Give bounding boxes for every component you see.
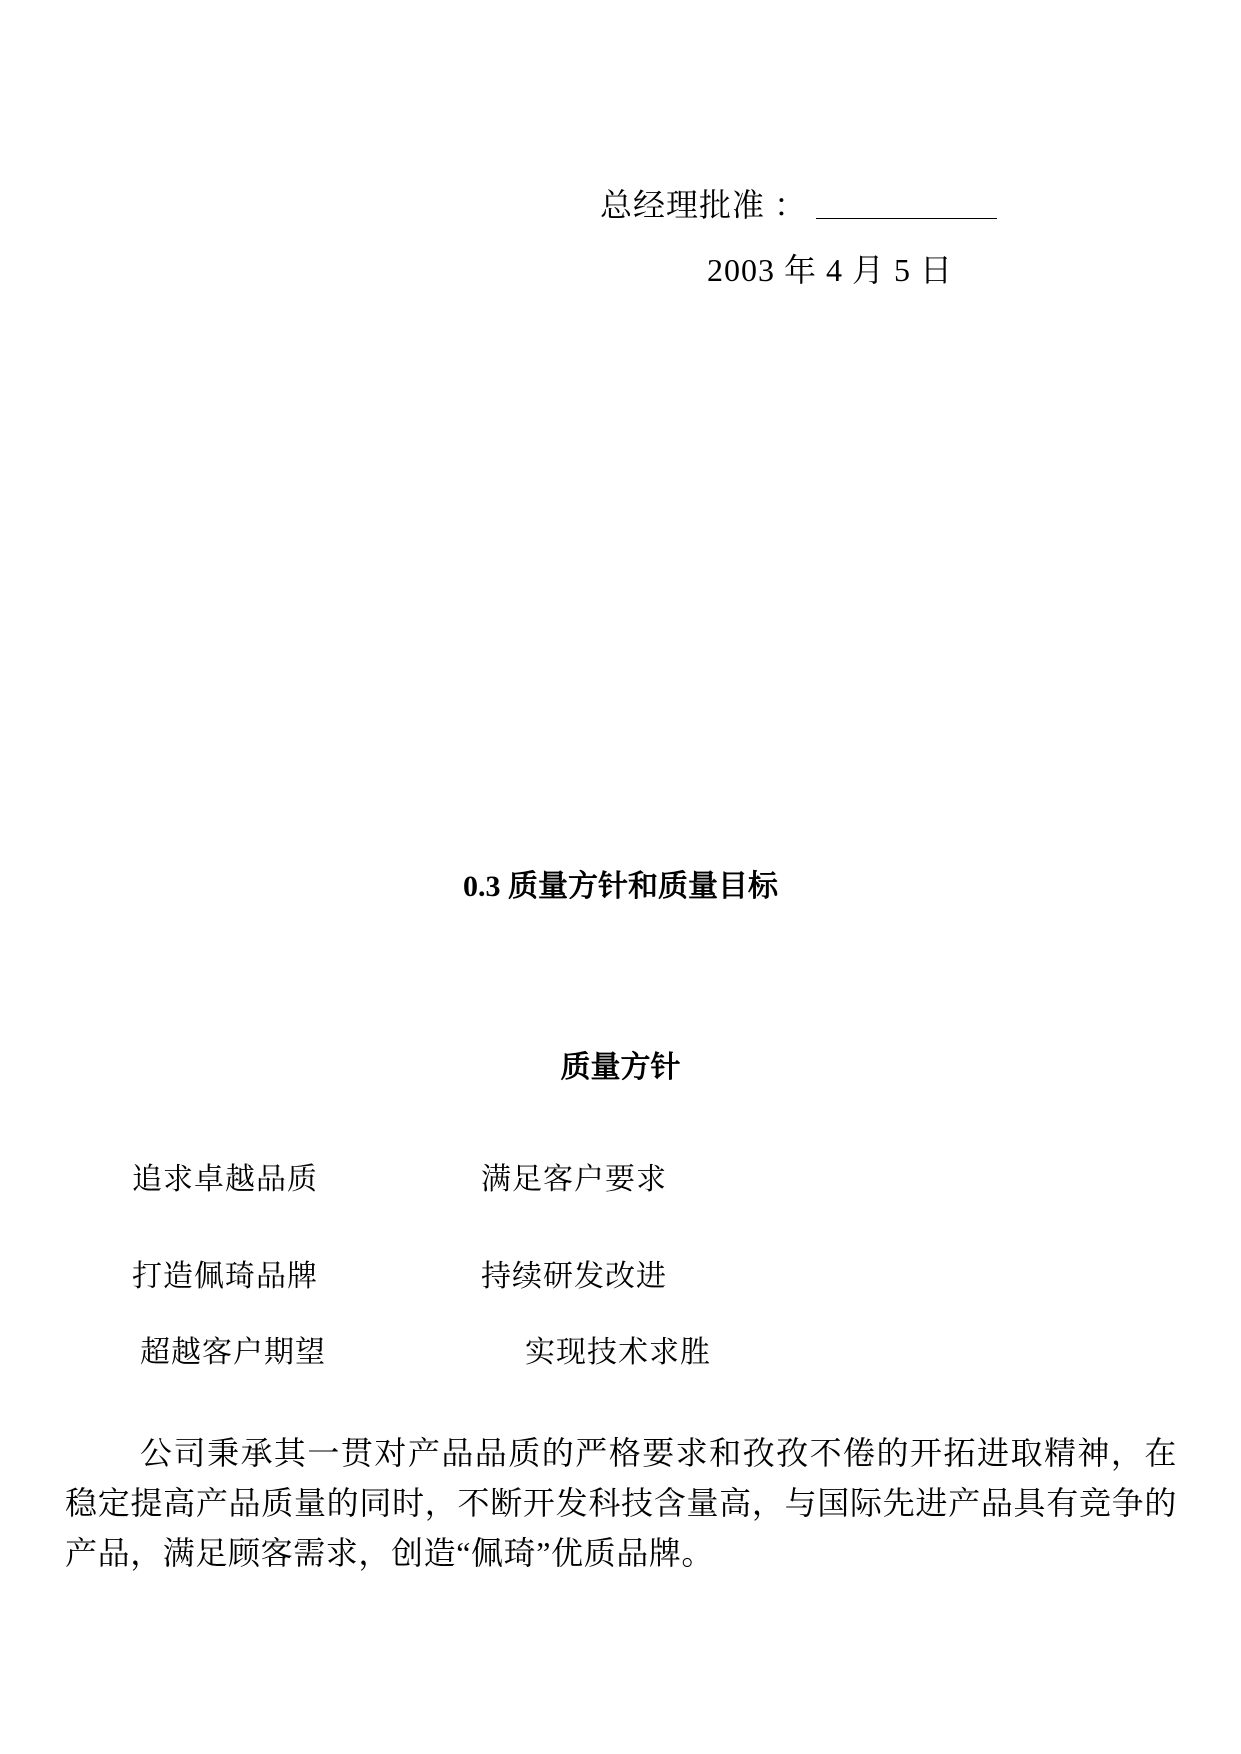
policy-item: 满足客户要求 <box>481 1163 667 1196</box>
policy-item: 持续研发改进 <box>481 1260 667 1293</box>
policy-item: 超越客户期望 <box>140 1336 326 1369</box>
section-title: 0.3 质量方针和质量目标 <box>463 870 778 903</box>
policy-item: 打造佩琦品牌 <box>132 1260 318 1293</box>
policy-heading: 质量方针 <box>560 1051 681 1084</box>
policy-item: 实现技术求胜 <box>525 1336 711 1369</box>
approval-date: 2003 年 4 月 5 日 <box>707 252 954 288</box>
policy-item: 追求卓越品质 <box>132 1163 318 1196</box>
signature-line <box>816 185 997 219</box>
body-paragraph: 公司秉承其一贯对产品品质的严格要求和孜孜不倦的开拓进取精神，在稳定提高产品质量的同时，不断开发科技含量高，与国际先进产品具有竞争的产品，满足顾客需求，创造“佩琦”优质品牌。 <box>65 1435 1177 1571</box>
approval-label: 总经理批准 ： <box>600 187 808 223</box>
